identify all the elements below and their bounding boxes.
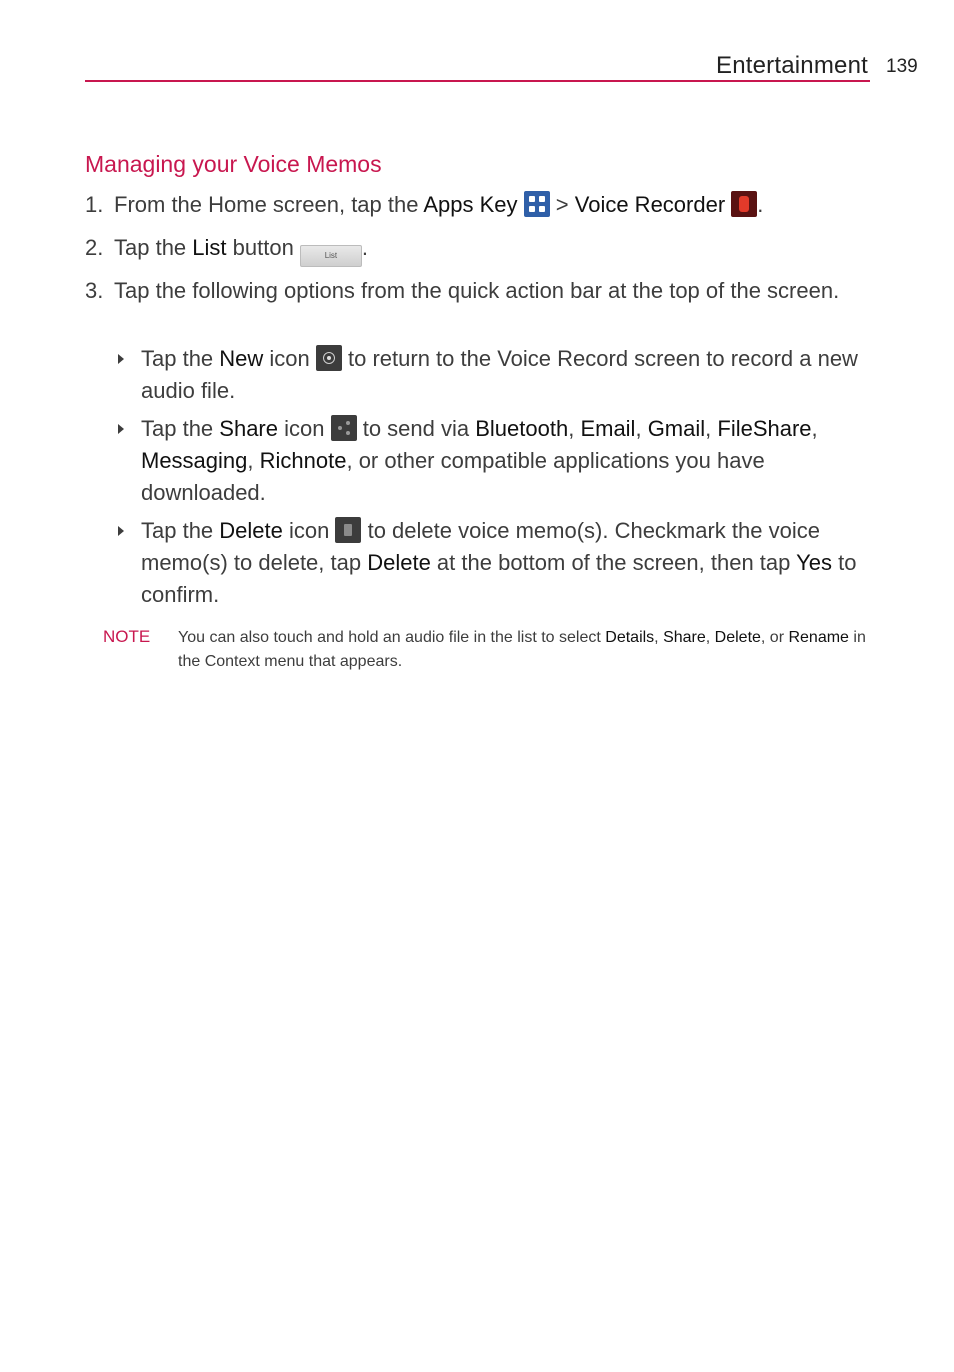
bullet-text-part: Tap the — [141, 518, 220, 543]
delete-label: Delete — [219, 518, 283, 543]
bullet-arrow-icon — [118, 424, 124, 434]
step-text — [114, 189, 875, 220]
list-label: List — [192, 235, 227, 260]
bullet-text-part: at the bottom of the screen, then tap — [430, 550, 797, 575]
bullet-text-part: Tap the — [141, 346, 220, 371]
bullet-text-part: to return to the Voice Record screen to record a new audio file. — [141, 346, 858, 403]
rename-label: Rename — [788, 629, 849, 646]
bullet-text-part: to confirm. — [141, 550, 857, 607]
bullet-text — [141, 413, 870, 509]
bullet-arrow-icon — [118, 354, 124, 364]
delete-label: Delete — [367, 550, 431, 575]
richnote-label: Richnote — [259, 448, 347, 473]
list-button-icon: List — [300, 245, 362, 267]
bullet-text-part: to send via — [356, 416, 476, 441]
bullet-text-part: icon — [282, 518, 336, 543]
bullet-delete — [118, 515, 870, 611]
bullet-arrow-icon — [118, 526, 124, 536]
step-text: Tap the following options from the quick action bar at the top of the screen. — [114, 278, 840, 303]
step-1 — [85, 189, 875, 220]
bullet-text — [141, 515, 870, 611]
share-label: Share — [663, 629, 706, 646]
note-text-part: , or — [760, 629, 789, 646]
gmail-label: Gmail — [647, 416, 706, 441]
bullet-text-part: , — [811, 416, 818, 441]
bullet-text-part: icon — [278, 416, 331, 441]
step-number: 3. — [85, 278, 104, 303]
note-text-part: You can also touch and hold an audio file in the list to select — [178, 629, 606, 646]
bullet-text-part: icon — [263, 346, 316, 371]
step-2 — [85, 232, 875, 267]
apps-key-label: Apps Key — [423, 192, 518, 217]
step-text-part: Tap the — [114, 235, 193, 260]
voice-recorder-icon — [731, 191, 757, 217]
messaging-label: Messaging — [141, 448, 248, 473]
voice-recorder-label: Voice Recorder — [574, 192, 726, 217]
note-label: NOTE — [103, 627, 151, 646]
yes-label: Yes — [796, 550, 832, 575]
bullet-text-part: , — [705, 416, 718, 441]
delete-icon — [335, 517, 361, 543]
bullet-text-part: to delete voice memo(s). Checkmark the voice memo(s) to delete, tap — [141, 518, 820, 575]
step-text-part: > — [549, 192, 575, 217]
step-3 — [85, 275, 875, 306]
email-label: Email — [580, 416, 636, 441]
section-title: Managing your Voice Memos — [85, 151, 382, 177]
header-section-title: Entertainment — [715, 52, 868, 79]
note-text-part: in the Context menu that appears. — [178, 629, 866, 670]
step-text-part: button — [226, 235, 300, 260]
fileshare-label: FileShare — [717, 416, 812, 441]
header-divider — [85, 80, 870, 82]
new-icon — [316, 345, 342, 371]
step-text-part: . — [361, 235, 369, 260]
page-number: 139 — [886, 56, 918, 77]
share-icon — [331, 415, 357, 441]
note-text-part: , — [705, 629, 715, 646]
step-text — [114, 232, 875, 267]
bullet-text-part: , or other compatible applications you have downloaded. — [141, 448, 765, 505]
note-text-part: , — [654, 629, 664, 646]
bullet-share — [118, 413, 870, 509]
step-text-part: From the Home screen, tap the — [114, 192, 424, 217]
share-label: Share — [219, 416, 278, 441]
bluetooth-label: Bluetooth — [475, 416, 569, 441]
bullet-text-part: , — [635, 416, 648, 441]
step-text-part: . — [757, 192, 764, 217]
note-text — [178, 626, 868, 674]
step-number: 1. — [85, 192, 104, 217]
bullet-new — [118, 343, 870, 407]
step-number: 2. — [85, 235, 104, 260]
new-label: New — [219, 346, 264, 371]
bullet-text-part: , — [247, 448, 260, 473]
details-label: Details — [605, 629, 655, 646]
delete-label: Delete — [714, 629, 761, 646]
bullet-text-part: Tap the — [141, 416, 220, 441]
bullet-text-part: , — [568, 416, 581, 441]
bullet-text — [141, 343, 870, 407]
apps-key-icon — [524, 191, 550, 217]
